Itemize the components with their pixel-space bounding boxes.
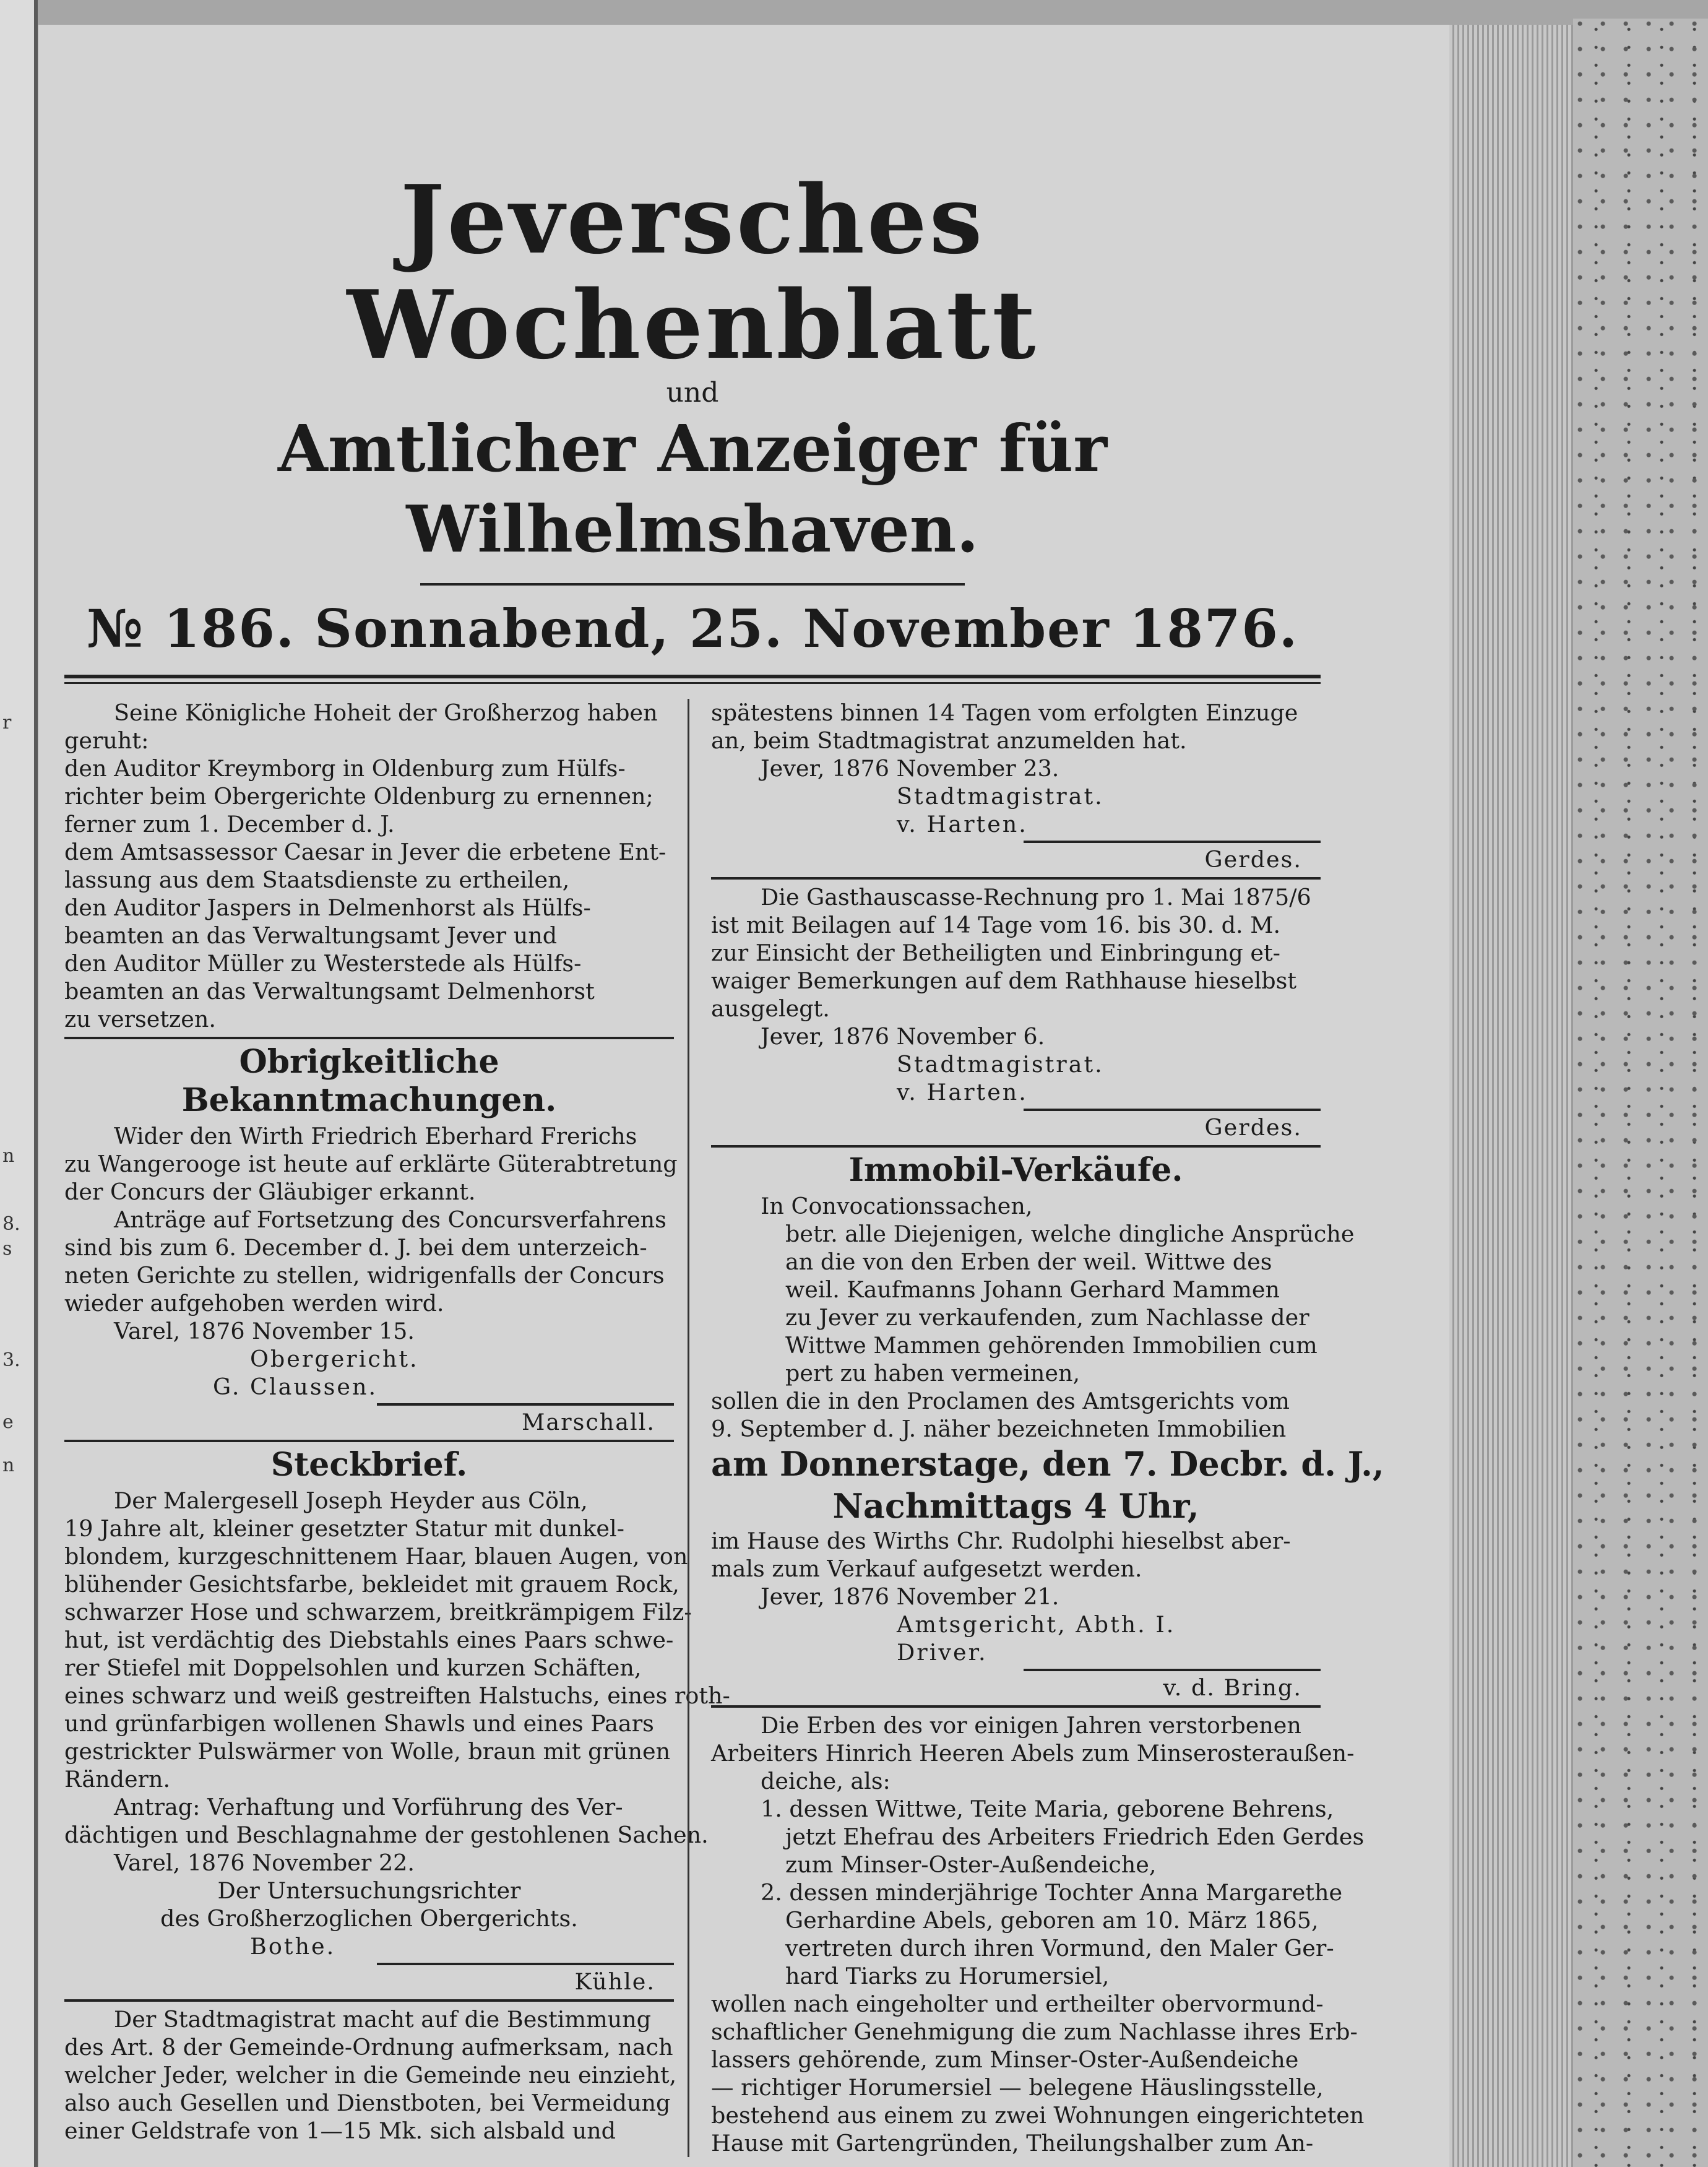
edge-mark: n: [2, 1455, 15, 1476]
right-column: [711, 699, 1384, 2157]
text-line: lassung aus dem Staatsdienste zu ertheilen,: [64, 867, 570, 893]
text-line: rer Stiefel mit Doppelsohlen und kurzen Schäften,: [64, 1654, 642, 1681]
text-line: weil. Kaufmanns Johann Gerhard Mammen: [785, 1276, 1280, 1303]
text-line: gestrickter Pulswärmer von Wolle, braun mit grünen: [64, 1738, 671, 1765]
text-line: dem Amtsassessor Caesar in Jever die erbetene Ent-: [64, 839, 666, 865]
text-line: Rändern.: [64, 1766, 171, 1793]
list-item: zum Minser-Oster-Außendeiche,: [785, 1851, 1157, 1878]
edge-mark: s: [2, 1238, 12, 1260]
text-line: neten Gerichte zu stellen, widrigenfalls der Concurs: [64, 1262, 665, 1289]
text-line: welcher Jeder, welcher in die Gemeinde neu einzieht,: [64, 2062, 677, 2088]
inheritance-sale-notice: [711, 1711, 1365, 2157]
signature-line: Stadtmagistrat.: [897, 1051, 1104, 1078]
text-line: Der Stadtmagistrat macht auf die Bestimmung: [114, 2006, 651, 2033]
text-line: den Auditor Müller zu Westerstede als Hülfs-: [64, 950, 582, 977]
text-line: ausgelegt.: [711, 995, 830, 1022]
signature-line: Obergericht.: [250, 1346, 419, 1372]
text-line: zu Wangerooge ist heute auf erklärte Güterabtretung: [64, 1151, 678, 1177]
newspaper-subtitle: Amtlicher Anzeiger für Wilhelmshaven.: [278, 410, 1107, 567]
text-line: Jever, 1876 November 23.: [761, 755, 1059, 782]
text-line: und grünfarbigen wollenen Shawls und eines Paars: [64, 1710, 654, 1737]
signature-line: Gerdes.: [1204, 846, 1302, 873]
signature-line: Driver.: [897, 1639, 988, 1666]
section-rule: [64, 1440, 674, 1442]
list-item: jetzt Ehefrau des Arbeiters Friedrich Eden Gerdes: [785, 1823, 1365, 1850]
wanted-notice: [64, 1487, 730, 1996]
bankruptcy-notice: [64, 1122, 678, 1436]
signature-line: Amtsgericht, Abth. I.: [897, 1611, 1176, 1638]
text-line: Die Erben des vor einigen Jahren verstorbenen: [761, 1712, 1301, 1739]
text-line: betr. alle Diejenigen, welche dingliche Ansprüche: [785, 1221, 1355, 1247]
text-line: Hause mit Gartengründen, Theilungshalber zum An-: [711, 2130, 1314, 2156]
signature-rule: [1024, 1109, 1321, 1111]
page-block-edges: [1449, 25, 1573, 2167]
text-line: zu versetzen.: [64, 1006, 216, 1032]
text-line: Varel, 1876 November 22.: [114, 1849, 415, 1876]
signature-line: Der Untersuchungsrichter: [217, 1877, 521, 1904]
decree-block: [64, 699, 674, 1033]
section-rule: [711, 877, 1321, 880]
previous-page-edge: [0, 0, 38, 2167]
signature-line: v. Harten.: [897, 1079, 1028, 1105]
list-item: 1. dessen Wittwe, Teite Maria, geborene Behrens,: [761, 1796, 1334, 1822]
text-line: Wittwe Mammen gehörenden Immobilien cum: [785, 1332, 1318, 1359]
text-line: richter beim Obergerichte Oldenburg zu ernennen;: [64, 783, 653, 810]
text-line: mals zum Verkauf aufgesetzt werden.: [711, 1555, 1142, 1582]
section-rule: [711, 1705, 1321, 1708]
signature-line: G. Claussen.: [213, 1373, 378, 1400]
section-heading: Steckbrief.: [270, 1446, 468, 1484]
text-line: ist mit Beilagen auf 14 Tage vom 16. bis 30. d. M.: [711, 912, 1281, 938]
text-line: Varel, 1876 November 15.: [114, 1318, 415, 1344]
text-line: hut, ist verdächtig des Diebstahls eines Paars schwe-: [64, 1627, 674, 1653]
text-line: Jever, 1876 November 6.: [761, 1023, 1045, 1050]
text-line: lassers gehörende, zum Minser-Oster-Außendeiche: [711, 2046, 1299, 2073]
text-line: Jever, 1876 November 21.: [761, 1583, 1059, 1610]
text-columns: [64, 699, 1384, 2157]
list-item: hard Tiarks zu Horumersiel,: [785, 1963, 1110, 1989]
book-spine: [1573, 19, 1708, 2167]
issue-dateline: № 186. Sonnabend, 25. November 1876.: [86, 598, 1299, 659]
left-column: [64, 699, 730, 2157]
list-item: Gerhardine Abels, geboren am 10. März 1865,: [785, 1907, 1319, 1934]
text-line: schwarzer Hose und schwarzem, breitkrämpigem Filz-: [64, 1599, 692, 1625]
auction-time: Nachmittags 4 Uhr,: [832, 1486, 1199, 1526]
list-item: vertreten durch ihren Vormund, den Maler Ger-: [785, 1935, 1334, 1962]
text-line: Wider den Wirth Friedrich Eberhard Frerichs: [114, 1123, 637, 1149]
registration-notice: [64, 2005, 677, 2145]
text-line: zu Jever zu verkaufenden, zum Nachlasse der: [785, 1304, 1309, 1331]
text-line: 19 Jahre alt, kleiner gesetzter Statur mit dunkel-: [64, 1515, 624, 1542]
edge-mark: e: [2, 1411, 14, 1433]
text-line: waiger Bemerkungen auf dem Rathhause hieselbst: [711, 967, 1297, 994]
title-und: und: [666, 377, 719, 409]
text-line: spätestens binnen 14 Tagen vom erfolgten Einzuge: [711, 699, 1298, 726]
text-line: — richtiger Horumersiel — belegene Häuslingsstelle,: [711, 2074, 1324, 2101]
text-line: schaftlicher Genehmigung die zum Nachlasse ihres Erb-: [711, 2018, 1358, 2045]
text-line: pert zu haben vermeinen,: [785, 1360, 1080, 1386]
masthead-double-rule: [64, 675, 1321, 684]
signature-line: Gerdes.: [1204, 1114, 1302, 1141]
edge-mark: r: [2, 712, 12, 733]
text-line: blondem, kurzgeschnittenem Haar, blauen Augen, von: [64, 1543, 688, 1570]
signature-line: Bothe.: [250, 1933, 336, 1960]
text-line: In Convocationssachen,: [761, 1193, 1033, 1219]
column-divider: [688, 699, 689, 2157]
registration-notice-continued: [711, 699, 1321, 873]
signature-line: des Großherzoglichen Obergerichts.: [160, 1905, 578, 1932]
text-line: im Hause des Wirths Chr. Rudolphi hieselbst aber-: [711, 1528, 1291, 1554]
text-line: beamten an das Verwaltungsamt Jever und: [64, 922, 558, 949]
text-line: des Art. 8 der Gemeinde-Ordnung aufmerksam, nach: [64, 2034, 673, 2061]
text-line: Antrag: Verhaftung und Vorführung des Ver-: [114, 1794, 623, 1820]
signature-line: Stadtmagistrat.: [897, 783, 1104, 810]
text-line: wieder aufgehoben werden wird.: [64, 1290, 444, 1317]
section-rule: [64, 1999, 674, 2002]
text-line: also auch Gesellen und Dienstboten, bei Vermeidung: [64, 2090, 671, 2116]
text-line: Anträge auf Fortsetzung des Concursverfahrens: [114, 1206, 666, 1233]
text-line: den Auditor Jaspers in Delmenhorst als Hülfs-: [64, 894, 591, 921]
edge-mark: 8.: [2, 1213, 20, 1235]
text-line: beamten an das Verwaltungsamt Delmenhorst: [64, 978, 595, 1005]
masthead: [64, 164, 1321, 666]
section-heading: Obrigkeitliche Bekanntmachungen.: [181, 1043, 557, 1119]
edge-mark: n: [2, 1145, 15, 1167]
signature-rule: [377, 1963, 674, 1965]
section-rule: [711, 1145, 1321, 1148]
text-line: geruht:: [64, 727, 149, 754]
text-line: der Concurs der Gläubiger erkannt.: [64, 1179, 476, 1205]
text-line: eines schwarz und weiß gestreiften Halstuchs, eines roth-: [64, 1682, 730, 1709]
signature-line: Marschall.: [522, 1409, 655, 1435]
list-item: 2. dessen minderjährige Tochter Anna Margarethe: [761, 1879, 1343, 1906]
text-line: bestehend aus einem zu zwei Wohnungen eingerichteten: [711, 2102, 1365, 2129]
edge-mark: 3.: [2, 1349, 20, 1371]
text-line: sind bis zum 6. December d. J. bei dem unterzeich-: [64, 1234, 647, 1261]
text-line: einer Geldstrafe von 1—15 Mk. sich alsbald und: [64, 2117, 616, 2144]
ornamental-rule: [420, 583, 965, 586]
page-content: [64, 149, 1384, 2157]
text-line: den Auditor Kreymborg in Oldenburg zum Hülfs-: [64, 755, 626, 782]
signature-line: Kühle.: [574, 1968, 655, 1995]
newspaper-page: [38, 25, 1449, 2167]
text-line: sollen die in den Proclamen des Amtsgerichts vom: [711, 1388, 1290, 1414]
property-sale-notice: [711, 1192, 1384, 1702]
section-rule: [64, 1037, 674, 1039]
text-line: zur Einsicht der Betheiligten und Einbringung et-: [711, 940, 1280, 966]
signature-rule: [1024, 841, 1321, 843]
text-line: deiche, als:: [761, 1768, 891, 1794]
text-line: wollen nach eingeholter und ertheilter obervormund-: [711, 1991, 1324, 2017]
text-line: blühender Gesichtsfarbe, bekleidet mit grauem Rock,: [64, 1571, 679, 1598]
signature-line: v. d. Bring.: [1163, 1674, 1302, 1701]
text-line: 9. September d. J. näher bezeichneten Immobilien: [711, 1416, 1287, 1442]
signature-line: v. Harten.: [897, 811, 1028, 837]
signature-rule: [377, 1403, 674, 1406]
section-heading: Immobil-Verkäufe.: [848, 1151, 1183, 1189]
text-line: an, beim Stadtmagistrat anzumelden hat.: [711, 727, 1187, 754]
text-line: Die Gasthauscasse-Rechnung pro 1. Mai 1875/6: [761, 884, 1311, 910]
text-line: Arbeiters Hinrich Heeren Abels zum Minserosteraußen-: [711, 1740, 1355, 1767]
signature-rule: [1024, 1669, 1321, 1671]
text-line: Seine Königliche Hoheit der Großherzog haben: [114, 699, 658, 726]
text-line: Der Malergesell Joseph Heyder aus Cöln,: [114, 1487, 588, 1514]
newspaper-title: Jeversches Wochenblatt: [347, 164, 1038, 380]
text-line: dächtigen und Beschlagnahme der gestohlenen Sachen.: [64, 1822, 709, 1848]
text-line: ferner zum 1. December d. J.: [64, 811, 395, 837]
accounts-notice: [711, 883, 1321, 1141]
auction-date: am Donnerstage, den 7. Decbr. d. J.,: [711, 1444, 1384, 1484]
text-line: an die von den Erben der weil. Wittwe des: [785, 1248, 1272, 1275]
